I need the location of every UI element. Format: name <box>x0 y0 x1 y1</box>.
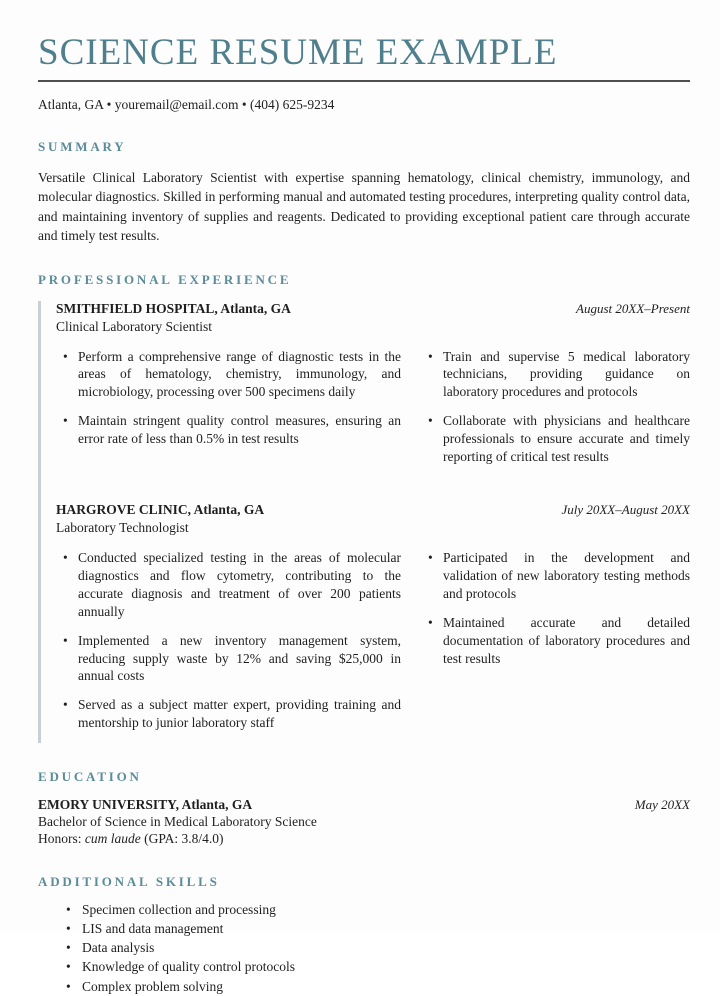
employer-name: HARGROVE CLINIC, Atlanta, GA <box>56 502 265 518</box>
bullet-column-right <box>421 348 690 477</box>
bullet-item: • Train and supervise 5 medical laboratory technicians, providing guidance on laboratory procedures and protocols <box>421 348 690 401</box>
bullet-columns <box>56 549 690 742</box>
job-entry-smithfield <box>56 301 690 477</box>
section-heading-experience: PROFESSIONAL EXPERIENCE <box>38 271 292 287</box>
honors-latin: cum laude <box>84 831 141 847</box>
job-dates: August 20XX–Present <box>576 300 690 316</box>
bullet-item: • Implemented a new inventory management system, reducing supply waste by 12% and saving $25,000 in annual costs <box>56 632 401 685</box>
skill-item: • Specimen collection and processing <box>38 900 690 919</box>
bullet-item: • Served as a subject matter expert, providing training and mentorship to junior laboratory staff <box>56 696 401 732</box>
bullet-item: • Participated in the development and validation of new laboratory testing methods and protocols <box>421 549 690 602</box>
section-heading-skills: ADDITIONAL SKILLS <box>38 873 220 889</box>
job-dates: July 20XX–August 20XX <box>561 502 690 518</box>
skill-item: • LIS and data management <box>38 919 690 938</box>
bullet-item: • Perform a comprehensive range of diagnostic tests in the areas of hematology, chemistry, immunology, and microbiology, processing over 500 specimens daily <box>56 348 401 401</box>
job-header <box>56 502 690 518</box>
bullet-item: • Conducted specialized testing in the areas of molecular diagnostics and flow cytometry, contributing to the accurate diagnosis and treatment of over 200 patients annually <box>56 549 401 620</box>
skill-item: • Knowledge of quality control protocols <box>38 957 690 976</box>
section-heading-education: EDUCATION <box>38 768 142 784</box>
summary-text: Versatile Clinical Laboratory Scientist with expertise spanning hematology, clinical chemistry, immunology, and molecular diagnostics. Skilled in performing manual and automated testing procedures, interpreting quality control data, and maintaining inventory of supplies and reagents. Dedicated to providing exceptional patient care through accurate and timely test results. <box>38 169 690 244</box>
bullet-column-right <box>421 549 690 742</box>
title-divider <box>38 80 690 82</box>
skill-item: • Data analysis <box>38 938 690 957</box>
bullet-item: • Maintain stringent quality control measures, ensuring an error rate of less than 0.5% in test results <box>56 412 401 448</box>
page-title: SCIENCE RESUME EXAMPLE <box>38 32 558 73</box>
section-heading-summary: SUMMARY <box>38 138 127 154</box>
bullet-item: • Maintained accurate and detailed documentation of laboratory procedures and test results <box>421 614 690 667</box>
job-title: Laboratory Technologist <box>56 520 189 536</box>
bullet-columns <box>56 348 690 477</box>
education-header <box>38 797 690 813</box>
honors-line <box>38 830 690 848</box>
school-name: EMORY UNIVERSITY, Atlanta, GA <box>38 796 253 812</box>
employer-name: SMITHFIELD HOSPITAL, Atlanta, GA <box>56 300 291 316</box>
honors-prefix: Honors: <box>38 831 85 847</box>
job-entry-hargrove <box>56 502 690 742</box>
bullet-column-left <box>56 549 401 742</box>
experience-block <box>38 301 690 743</box>
skill-item: • Complex problem solving <box>38 977 690 996</box>
bullet-column-left <box>56 348 401 477</box>
degree-line: Bachelor of Science in Medical Laboratory Science <box>38 813 317 829</box>
job-title: Clinical Laboratory Scientist <box>56 318 212 334</box>
skills-list <box>38 900 690 996</box>
job-header <box>56 301 690 317</box>
honors-suffix: (GPA: 3.8/4.0) <box>140 831 224 847</box>
contact-line: Atlanta, GA • youremail@email.com • (404) 625-9234 <box>38 96 335 112</box>
bullet-item: • Collaborate with physicians and healthcare professionals to ensure accurate and timely reporting of critical test results <box>421 412 690 465</box>
education-date: May 20XX <box>634 796 690 812</box>
